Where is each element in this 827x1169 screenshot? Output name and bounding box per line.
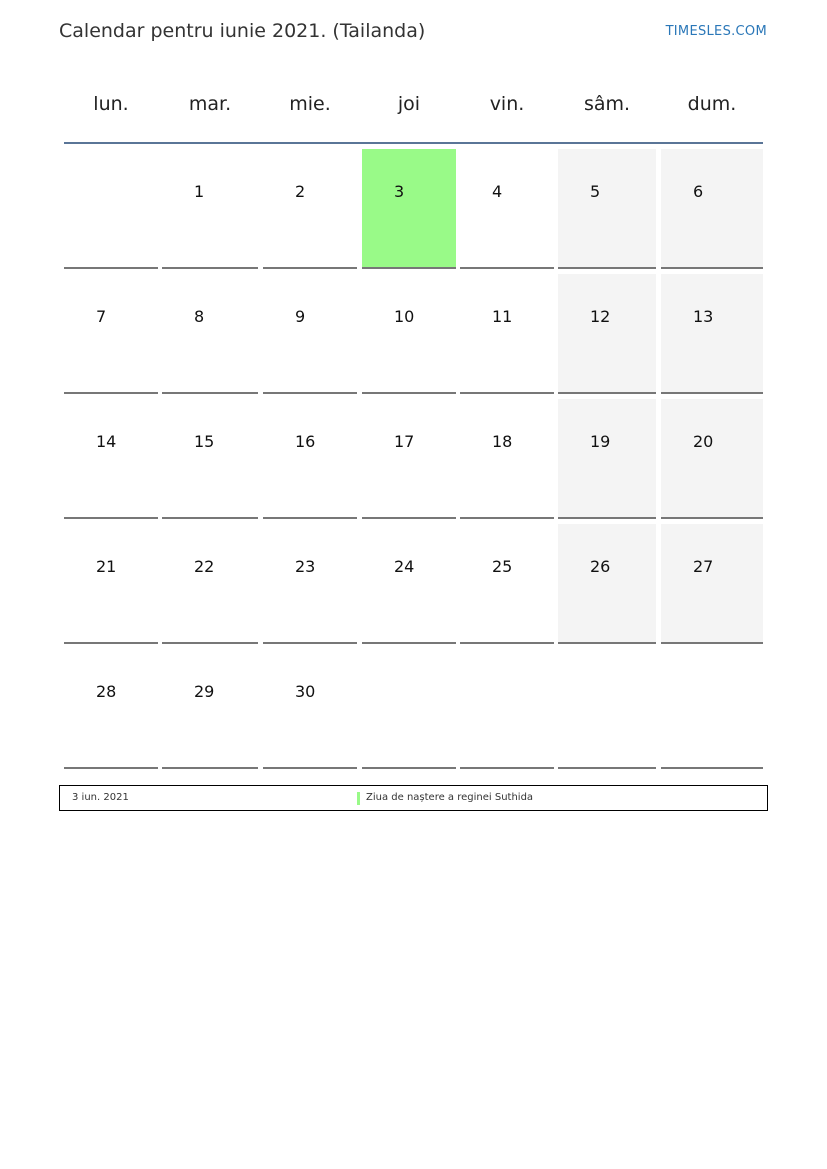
calendar-day	[263, 399, 357, 519]
calendar-day-empty	[460, 649, 554, 769]
legend-date: 3 iun. 2021	[72, 792, 129, 803]
calendar-day	[162, 399, 258, 519]
weekday-label: dum.	[687, 93, 737, 115]
calendar-day	[362, 524, 456, 644]
day-number: 25	[492, 557, 513, 576]
day-number: 29	[194, 682, 215, 701]
day-number: 12	[590, 307, 611, 326]
calendar-day	[460, 524, 554, 644]
day-number: 8	[194, 307, 205, 326]
calendar-day	[661, 274, 763, 394]
calendar-day-holiday	[362, 149, 456, 269]
calendar-day	[661, 524, 763, 644]
day-number: 3	[394, 182, 405, 201]
calendar-day	[162, 274, 258, 394]
calendar-day	[661, 399, 763, 519]
day-number: 20	[693, 432, 714, 451]
legend-holiday-name: Ziua de naștere a reginei Suthida	[366, 792, 534, 803]
weekday-label: joi	[397, 93, 421, 115]
calendar-day	[64, 274, 158, 394]
calendar-day	[263, 649, 357, 769]
calendar-day	[64, 524, 158, 644]
day-number: 10	[394, 307, 415, 326]
day-number: 23	[295, 557, 316, 576]
day-number: 18	[492, 432, 513, 451]
day-number: 1	[194, 182, 205, 201]
day-number: 14	[96, 432, 117, 451]
calendar-day	[460, 274, 554, 394]
weekday-label: lun.	[93, 93, 129, 115]
weekday-label: sâm.	[583, 93, 631, 115]
day-number: 28	[96, 682, 117, 701]
day-number: 2	[295, 182, 306, 201]
calendar-day	[460, 399, 554, 519]
day-number: 21	[96, 557, 117, 576]
calendar-day-empty	[661, 649, 763, 769]
header-divider	[64, 142, 763, 144]
calendar-day	[263, 274, 357, 394]
calendar-day-empty	[558, 649, 656, 769]
calendar-day	[162, 649, 258, 769]
calendar-day	[558, 399, 656, 519]
day-number: 4	[492, 182, 503, 201]
day-number: 19	[590, 432, 611, 451]
calendar-day	[362, 274, 456, 394]
day-number: 17	[394, 432, 415, 451]
calendar-day	[661, 149, 763, 269]
holiday-legend	[59, 785, 768, 811]
page-title: Calendar pentru iunie 2021. (Tailanda)	[59, 20, 426, 42]
day-number: 30	[295, 682, 316, 701]
day-number: 5	[590, 182, 601, 201]
brand-link[interactable]: TIMESLES.COM	[665, 24, 767, 39]
day-number: 24	[394, 557, 415, 576]
day-number: 16	[295, 432, 316, 451]
weekday-label: mie.	[289, 93, 331, 115]
calendar-day-empty	[64, 149, 158, 269]
calendar-day	[263, 149, 357, 269]
day-number: 22	[194, 557, 215, 576]
calendar-day	[162, 524, 258, 644]
weekday-header-row	[64, 80, 763, 128]
day-number: 27	[693, 557, 714, 576]
calendar-day	[263, 524, 357, 644]
day-number: 26	[590, 557, 611, 576]
day-number: 6	[693, 182, 704, 201]
calendar-day	[460, 149, 554, 269]
calendar-day-empty	[362, 649, 456, 769]
day-number: 11	[492, 307, 513, 326]
calendar-day	[558, 524, 656, 644]
weekday-label: vin.	[489, 93, 525, 115]
day-number: 9	[295, 307, 306, 326]
legend-color-marker	[357, 792, 360, 805]
calendar-day	[362, 399, 456, 519]
day-number: 13	[693, 307, 714, 326]
calendar-day	[558, 149, 656, 269]
calendar-day	[162, 149, 258, 269]
calendar-day	[64, 649, 158, 769]
calendar-day	[64, 399, 158, 519]
calendar-day	[558, 274, 656, 394]
day-number: 7	[96, 307, 107, 326]
weekday-label: mar.	[188, 93, 232, 115]
day-number: 15	[194, 432, 215, 451]
